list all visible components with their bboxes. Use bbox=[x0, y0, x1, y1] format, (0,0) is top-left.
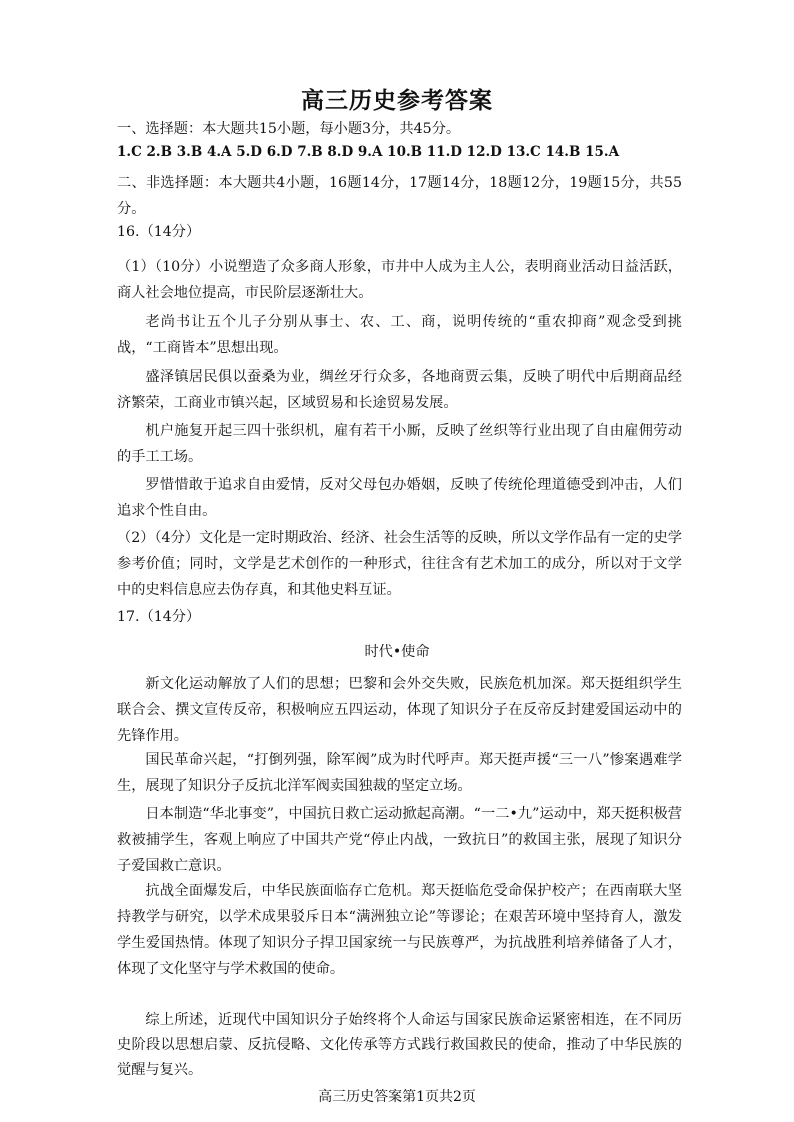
q17-subtitle: 时代•使命 bbox=[364, 644, 430, 660]
q17-paragraph-1: 新文化运动解放了人们的思想；巴黎和会外交失败，民族危机加深。郑天挺组织学生联合会、撰文宣传反帝，积极响应五四运动，体现了知识分子在反帝反封建爱国运动中的先锋作用。 bbox=[117, 676, 682, 744]
q17-heading: 17.（14分） bbox=[117, 609, 201, 625]
q16-paragraph-1: 老尚书让五个儿子分别从事士、农、工、商，说明传统的“重农抑商”观念受到挑战，“工商皆本”思想出现。 bbox=[117, 314, 682, 356]
q17-paragraph-3: 日本制造“华北事变”，中国抗日救亡运动掀起高潮。“一二•九”运动中，郑天挺积极营救被捕学生，客观上响应了中国共产党“停止内战，一致抗日”的救国主张，展现了知识分子爱国救亡意识。 bbox=[117, 806, 682, 874]
page-title: 高三历史参考答案 bbox=[301, 87, 493, 114]
q16-paragraph-2: 盛泽镇居民俱以蚕桑为业，绸丝牙行众多，各地商贾云集，反映了明代中后期商品经济繁荣，工商业市镇兴起，区域贸易和长途贸易发展。 bbox=[117, 369, 682, 411]
section2-header: 二、非选择题：本大题共4小题，16题14分，17题14分，18题12分，19题15分，共55分。 bbox=[117, 175, 682, 217]
q16-paragraph-3: 机户施复开起三四十张织机，雇有若干小厮，反映了丝织等行业出现了自由雇佣劳动的手工工场。 bbox=[117, 423, 682, 465]
q17-paragraph-4: 抗战全面爆发后，中华民族面临存亡危机。郑天挺临危受命保护校产；在西南联大坚持教学与研究，以学术成果驳斥日本“满洲独立论”等谬论；在艰苦环境中坚持育人，激发学生爱国热情。体现了知识分子捍卫国家统一与民族尊严，为抗战胜利培养储备了人才，体现了文化坚守与学术救国的使命。 bbox=[117, 883, 682, 977]
q17-paragraph-2: 国民革命兴起，“打倒列强，除军阀”成为时代呼声。郑天挺声援“三一八”惨案遇难学生，展现了知识分子反抗北洋军阀卖国独裁的坚定立场。 bbox=[117, 752, 682, 794]
q16-part1: （1）（10分）小说塑造了众多商人形象，市井中人成为主人公，表明商业活动日益活跃，商人社会地位提高，市民阶层逐渐壮大。 bbox=[117, 259, 682, 301]
multiple-choice-answers: 1.C 2.B 3.B 4.A 5.D 6.D 7.B 8.D 9.A 10.B 11.D 12.D 13.C 14.B 15.A bbox=[117, 144, 620, 160]
q16-part2: （2）（4分）文化是一定时期政治、经济、社会生活等的反映，所以文学作品有一定的史学参考价值；同时，文学是艺术创作的一种形式，往往含有艺术加工的成分，所以对于文学中的史料信息应去伪存真，和其他史料互证。 bbox=[117, 530, 682, 598]
q16-paragraph-4: 罗惜惜敢于追求自由爱情，反对父母包办婚姻，反映了传统伦理道德受到冲击，人们追求个性自由。 bbox=[117, 477, 682, 519]
q16-heading: 16.（14分） bbox=[117, 224, 201, 240]
page-footer: 高三历史答案第1页共2页 bbox=[318, 1089, 476, 1105]
q17-paragraph-5: 综上所述，近现代中国知识分子始终将个人命运与国家民族命运紧密相连，在不同历史阶段以思想启蒙、反抗侵略、文化传承等方式践行救国救民的使命，推动了中华民族的觉醒与复兴。 bbox=[117, 1012, 682, 1078]
section1-header: 一、选择题：本大题共15小题，每小题3分，共45分。 bbox=[117, 121, 461, 137]
